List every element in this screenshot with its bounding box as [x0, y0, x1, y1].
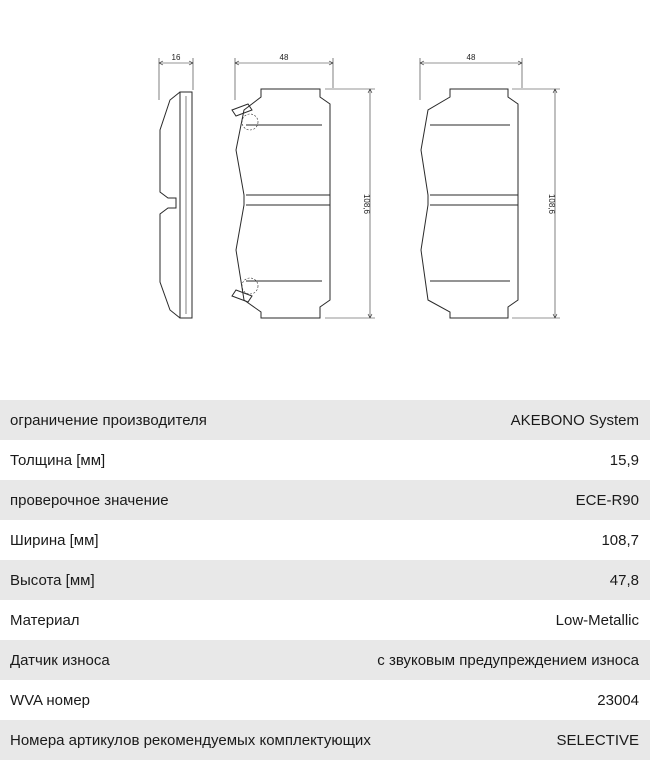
spec-label: Материал [10, 611, 80, 629]
spec-row [0, 560, 650, 600]
spec-value: 47,8 [609, 571, 639, 589]
spec-label: проверочное значение [10, 491, 169, 509]
spec-value: SELECTIVE [556, 731, 639, 749]
spec-value: 15,9 [609, 451, 639, 469]
specs-table [0, 400, 650, 760]
spec-row [0, 680, 650, 720]
thickness-dimension-label: 16 [171, 53, 181, 62]
spec-row [0, 520, 650, 560]
spec-row [0, 640, 650, 680]
spec-value: 23004 [597, 691, 639, 709]
spec-label: ограничение производителя [10, 411, 207, 429]
height-dimension-label-1: 108,6 [362, 193, 371, 215]
spec-label: Высота [мм] [10, 571, 95, 589]
spec-value: с звуковым предупреждением износа [377, 651, 639, 669]
spec-row [0, 720, 650, 760]
width-dimension-label-1: 48 [279, 53, 289, 62]
spec-value: Low-Metallic [555, 611, 639, 629]
spec-value: ECE-R90 [575, 491, 639, 509]
spec-label: Номера артикулов рекомендуемых комплектующих [10, 731, 371, 749]
spec-value: 108,7 [601, 531, 639, 549]
spec-label: Толщина [мм] [10, 451, 106, 469]
height-dimension-label-2: 108,6 [547, 193, 556, 215]
front-view-1 [232, 58, 375, 318]
spec-label: Датчик износа [10, 651, 110, 669]
spec-row [0, 400, 650, 440]
spec-label: WVA номер [10, 691, 91, 709]
front-view-2 [420, 58, 560, 318]
width-dimension-label-2: 48 [466, 53, 476, 62]
spec-label: Ширина [мм] [10, 531, 99, 549]
spec-row [0, 600, 650, 640]
spec-row [0, 480, 650, 520]
spec-row [0, 440, 650, 480]
spec-value: AKEBONO System [510, 411, 639, 429]
side-view [159, 58, 193, 318]
